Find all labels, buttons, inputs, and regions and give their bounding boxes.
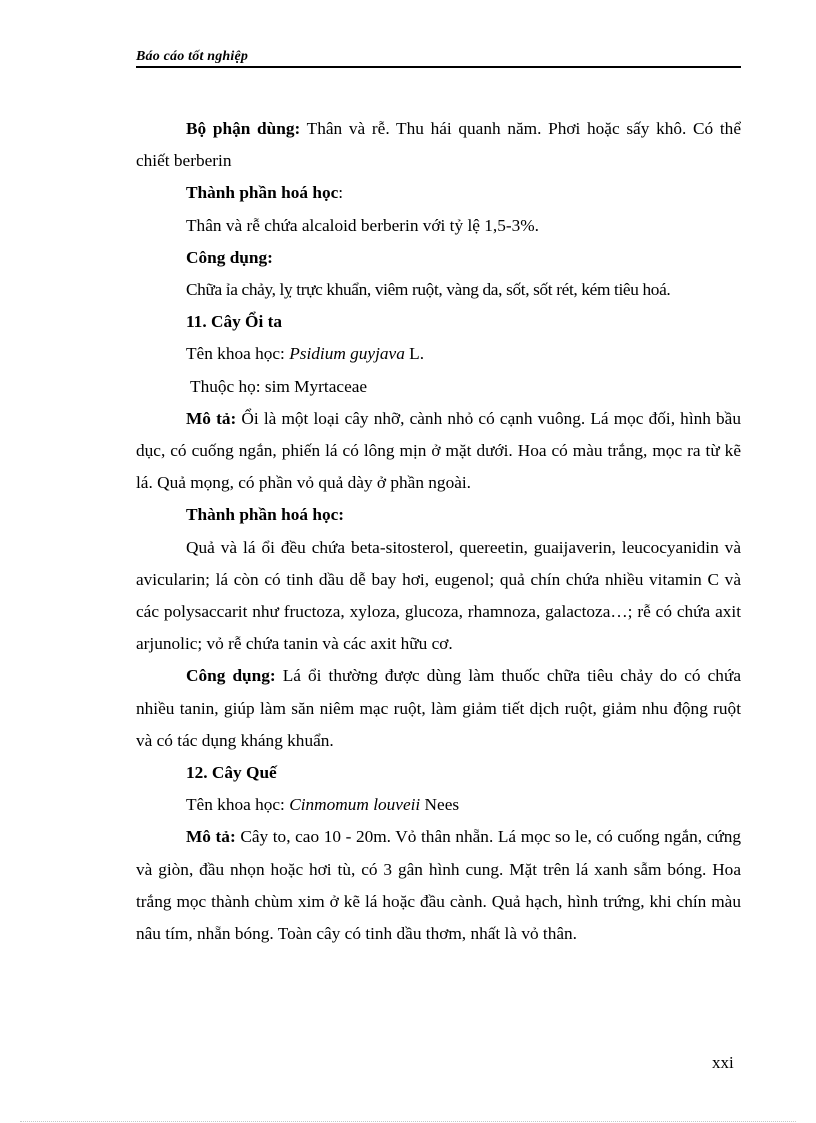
scientific-name-value-oi: Psidium guyjava [289,344,405,364]
label-cong-dung-1: Công dụng: [186,247,273,267]
paragraph-cong-dung-1: Chữa ỉa chảy, lỵ trực khuẩn, viêm ruột, vàng da, sốt, sốt rét, kém tiêu hoá. [186,280,671,300]
label-cong-dung-oi: Công dụng: [186,666,276,686]
section-heading-que [136,757,741,789]
text-mo-ta-oi: Ổi là một loại cây nhỡ, cành nhỏ có cạnh vuông. Lá mọc đối, hình bầu dục, có cuống ngắn, phiến lá có lông mịn ở mặt dưới. Hoa có màu trắng, mọc ra từ kẽ lá. Quả mọng, có phần vỏ quả dày ở phần ngoài. [136,408,741,493]
title-oi-ta: 11. Cây Ổi ta [186,312,283,332]
scientific-name-author-que: Nees [420,795,460,815]
paragraph-bo-phan-dung [136,113,741,177]
paragraph-thanh-phan-1: Thân và rễ chứa alcaloid berberin với tỷ lệ 1,5-3%. [186,215,539,235]
family-oi: Thuộc họ: sim Myrtaceae [186,376,368,396]
scientific-name-value-que: Cinmomum louveii [289,795,421,815]
scientific-name-label-que: Tên khoa học: [186,795,290,815]
header-title: Báo cáo tốt nghiệp [136,49,249,64]
text-mo-ta-que: Cây to, cao 10 - 20m. Vỏ thân nhẵn. Lá mọc so le, có cuống ngắn, cứng và giòn, đầu nhọn hoặc hơi tù, có 3 gân hình cung. Mặt trên lá xanh sẫm bóng. Hoa trắng mọc thành chùm xim ở kẽ lá hoặc đầu cành. Quả hạch, hình trứng, khi chín màu nâu tím, nhẵn bóng. Toàn cây có tinh dầu thơm, nhất là vỏ thân. [136,827,741,944]
label-bo-phan-dung: Bộ phận dùng: [186,119,301,138]
page-header [136,50,741,68]
paragraph-thanh-phan-2: Quả và lá ổi đều chứa beta-sitosterol, quereetin, guaijaverin, leucocyanidin và avicularin; lá còn có tinh dầu dễ bay hơi, eugenol; quả chín chứa nhiều vitamin C và các polysaccarit như fructoza, xyloza, glucoza, rhamnoza, galactoza…; rễ có chứa axit arjunolic; vỏ rễ chứa tanin và các axit hữu cơ. [136,537,741,654]
colon-thanh-phan-1: : [338,183,344,203]
label-thanh-phan-2: Thành phần hoá học: [186,505,345,525]
heading-thanh-phan-2 [136,499,741,531]
footer-divider [20,1121,796,1122]
scientific-name-author-oi: L. [404,344,425,364]
scientific-name-label-oi: Tên khoa học: [186,344,290,364]
heading-thanh-phan-1 [136,177,741,209]
title-que: 12. Cây Quế [186,763,277,783]
paragraph-cong-dung-oi [136,660,741,757]
paragraph-mo-ta-oi [136,403,741,500]
scientific-name-que [136,789,741,821]
text-cong-dung-oi: Lá ổi thường được dùng làm thuốc chữa tiêu chảy do có chứa nhiều tanin, giúp làm săn niêm mạc ruột, làm giảm tiết dịch ruột, giảm nhu động ruột và có tác dụng kháng khuẩn. [136,666,741,750]
document-body [136,113,741,950]
text-bo-phan-dung: Thân và rễ. Thu hái quanh năm. Phơi hoặc sấy khô. Có thể chiết berberin [136,119,741,171]
label-thanh-phan-1: Thành phần hoá học [186,183,339,203]
heading-cong-dung-1 [136,242,741,274]
label-mo-ta-oi: Mô tả: [186,408,237,428]
paragraph-mo-ta-que [136,821,741,950]
scientific-name-oi [136,338,741,370]
page-number: xxi [712,1053,734,1072]
section-heading-oi-ta [136,306,741,338]
label-mo-ta-que: Mô tả: [186,827,236,847]
